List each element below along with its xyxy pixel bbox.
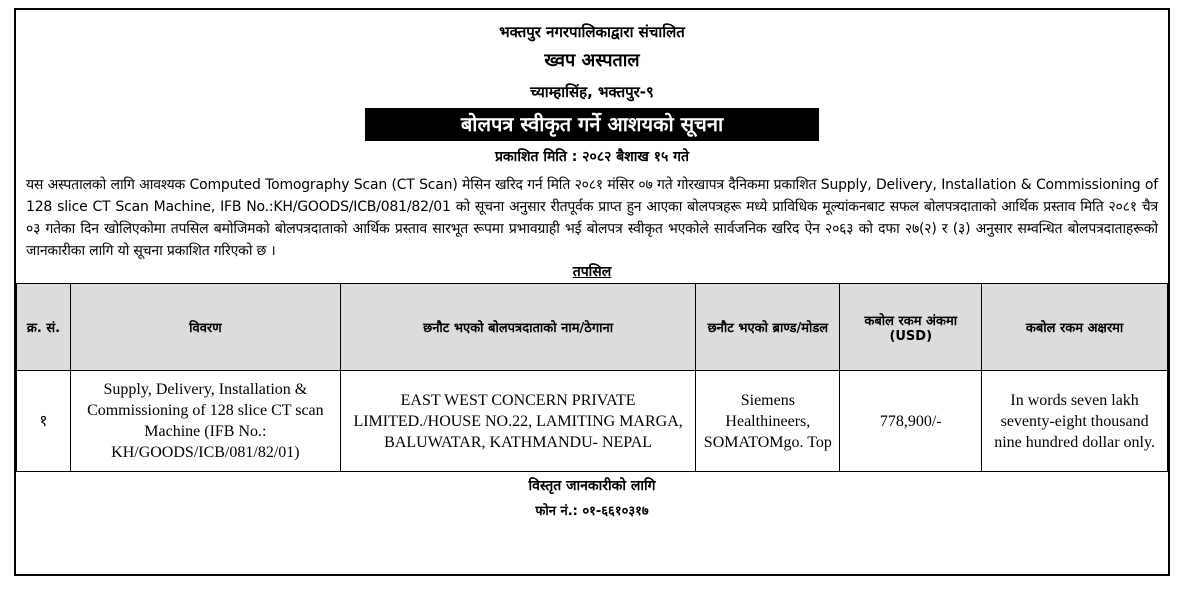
hospital-name: ख्वप अस्पताल xyxy=(544,50,640,71)
notice-paragraph: यस अस्पतालको लागि आवश्यक Computed Tomography Scan (CT Scan) मेसिन खरिद गर्न मिति २०८१ मंसिर ०७ गते गोरखापत्र दैनिकमा प्रकाशित Supply, Delivery, Installation & Commissioning of 128 slice CT Scan Machine, IFB No.:KH/GOODS/ICB/081/82/01 को सूचना अनुसार रीतपूर्वक प्राप्त हुन आएका बोलपत्रहरू मध्ये प्राविधिक मूल्यांकनबाट सफल बोलपत्रदाताको आर्थिक प्रस्ताव मिति २०८१ चैत्र ०३ गतेका दिन खोलिएकोमा तपसिल बमोजिमको बोलपत्रदाताको आर्थिक प्रस्ताव सारभूत रूपमा प्रभावग्राही भई बोलपत्र स्वीकृत भएकोले सार्वजनिक खरिद ऐन २०६३ को दफा २७(२) र (३) अनुसार सम्वन्धित बोलपत्रदाताहरूको जानकारीका लागि यो सूचना प्रकाशित गरिएको छ । xyxy=(26,177,1158,259)
cell-amount-words: In words seven lakh seventy-eight thousand nine hundred dollar only. xyxy=(982,371,1168,472)
table-row xyxy=(17,371,1168,472)
header-brand: छनौट भएको ब्राण्ड/मोडल xyxy=(696,284,840,371)
published-date: प्रकाशित मिति : २०८२ बैशाख १५ गते xyxy=(494,149,690,165)
cell-brand: Siemens Healthineers, SOMATOMgo. Top xyxy=(696,371,840,472)
hospital-address: च्याम्हासिंह, भक्तपुर-९ xyxy=(530,83,654,101)
table-header-row xyxy=(17,284,1168,371)
cell-sn: १ xyxy=(17,371,71,472)
notice-frame xyxy=(14,8,1170,576)
header-bidder: छनौट भएको बोलपत्रदाताको नाम/ठेगाना xyxy=(340,284,696,371)
header-amount-words: कबोल रकम अक्षरमा xyxy=(982,284,1168,371)
header-sn: क्र. सं. xyxy=(17,284,71,371)
notice-title: बोलपत्र स्वीकृत गर्ने आशयको सूचना xyxy=(365,108,819,141)
cell-description: Supply, Delivery, Installation & Commissioning of 128 slice CT scan Machine (IFB No.: KH/GOODS/ICB/081/82/01) xyxy=(70,371,340,472)
header-description: विवरण xyxy=(70,284,340,371)
organization-line: भक्तपुर नगरपालिकाद्वारा संचालित xyxy=(499,23,685,41)
details-heading: तपसिल xyxy=(572,264,612,280)
cell-amount-figures: 778,900/- xyxy=(840,371,982,472)
more-info-label: विस्तृत जानकारीको लागि xyxy=(528,478,656,494)
header-amount-figures: कबोल रकम अंकमा (USD) xyxy=(840,284,982,371)
cell-bidder: EAST WEST CONCERN PRIVATE LIMITED./HOUSE NO.22, LAMITING MARGA, BALUWATAR, KATHMANDU- NEPAL xyxy=(340,371,696,472)
phone-number: फोन नं.: ०१-६६१०३१७ xyxy=(535,504,649,519)
bid-table xyxy=(16,283,1168,472)
